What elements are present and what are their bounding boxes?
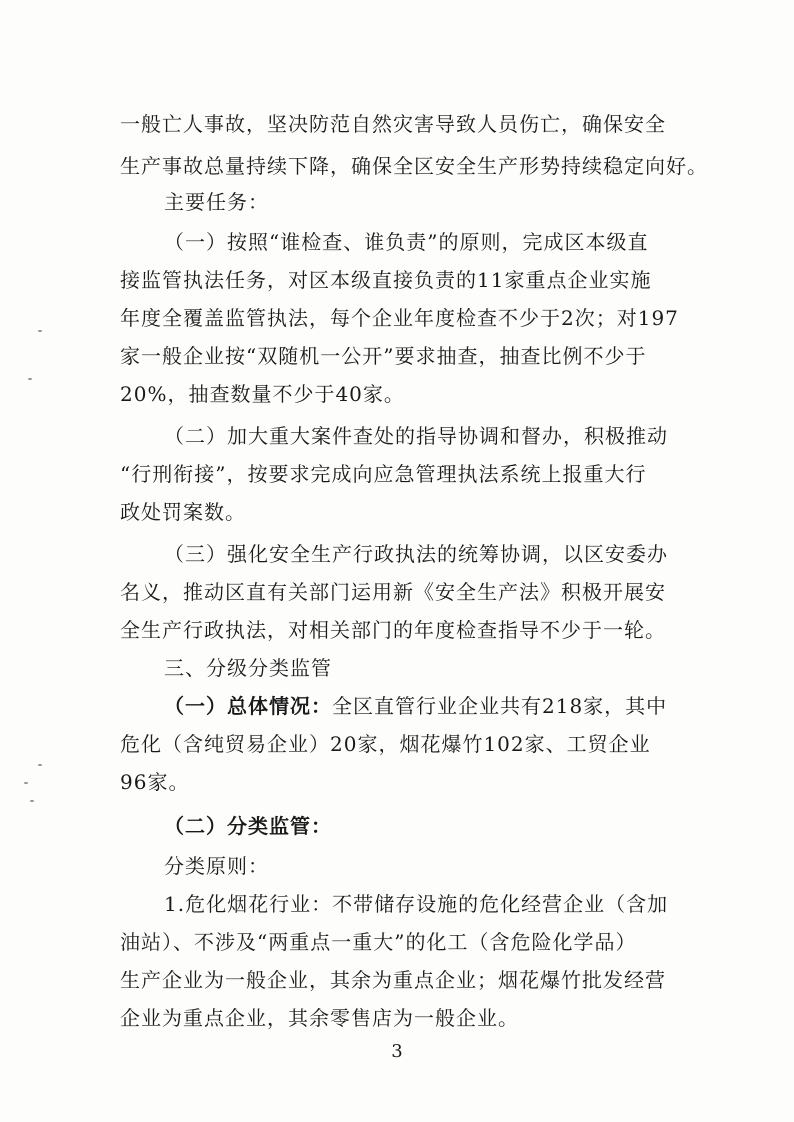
paragraph-line: 危化（含纯贸易企业）20家，烟花爆竹102家、工贸企业: [120, 732, 651, 756]
paragraph-line-text: 全区直管行业企业共有218家，其中: [332, 694, 668, 718]
paragraph-line: （二）加大重大案件查处的指导协调和督办，积极推动: [164, 424, 668, 448]
scan-speck: [30, 800, 34, 802]
paragraph-line: （三）强化安全生产行政执法的统筹协调，以区安委办: [164, 542, 668, 566]
paragraph-line: 一般亡人事故，坚决防范自然灾害导致人员伤亡，确保安全: [120, 112, 666, 136]
scan-speck: [24, 782, 28, 784]
subheading-classified-supervision: （二）分类监管：: [164, 814, 332, 838]
paragraph-line: “行刑衔接”，按要求完成向应急管理执法系统上报重大行: [120, 462, 647, 486]
subheading-classification-principles: 分类原则：: [164, 854, 269, 878]
paragraph-line: 20%，抽查数量不少于40家。: [120, 382, 405, 406]
paragraph-line: 96家。: [120, 770, 190, 794]
scan-speck: [28, 378, 32, 380]
paragraph-line: 年度全覆盖监管执法，每个企业年度检查不少于2次；对197: [120, 306, 679, 330]
paragraph-line: 政处罚案数。: [120, 500, 246, 524]
paragraph-line: 油站）、不涉及“两重点一重大”的化工（含危险化学品）: [120, 930, 637, 954]
section-heading-main-tasks: 主要任务：: [164, 190, 269, 214]
paragraph-line: 1.危化烟花行业：不带储存设施的危化经营企业（含加: [164, 892, 669, 916]
paragraph-line: 生产事故总量持续下降，确保全区安全生产形势持续稳定向好。: [120, 154, 708, 178]
page-number: 3: [391, 1041, 403, 1062]
paragraph-line: 全生产行政执法，对相关部门的年度检查指导不少于一轮。: [120, 618, 666, 642]
paragraph-line: 家一般企业按“双随机一公开”要求抽查，抽查比例不少于: [120, 344, 647, 368]
paragraph-line: 接监管执法任务，对区本级直接负责的11家重点企业实施: [120, 268, 652, 292]
section-heading-graded-supervision: 三、分级分类监管: [164, 656, 332, 680]
paragraph-line: 生产企业为一般企业，其余为重点企业；烟花爆竹批发经营: [120, 968, 666, 992]
subheading-overall-situation: （一）总体情况：: [164, 694, 332, 718]
paragraph-line: [164, 692, 667, 720]
paragraph-line: 名义，推动区直有关部门运用新《安全生产法》积极开展安: [120, 580, 666, 604]
paragraph-line: 企业为重点企业，其余零售店为一般企业。: [120, 1006, 519, 1030]
scan-speck: [38, 764, 42, 766]
paragraph-line: （一）按照“谁检查、谁负责”的原则，完成区本级直: [164, 230, 649, 254]
scan-speck: [38, 330, 42, 332]
